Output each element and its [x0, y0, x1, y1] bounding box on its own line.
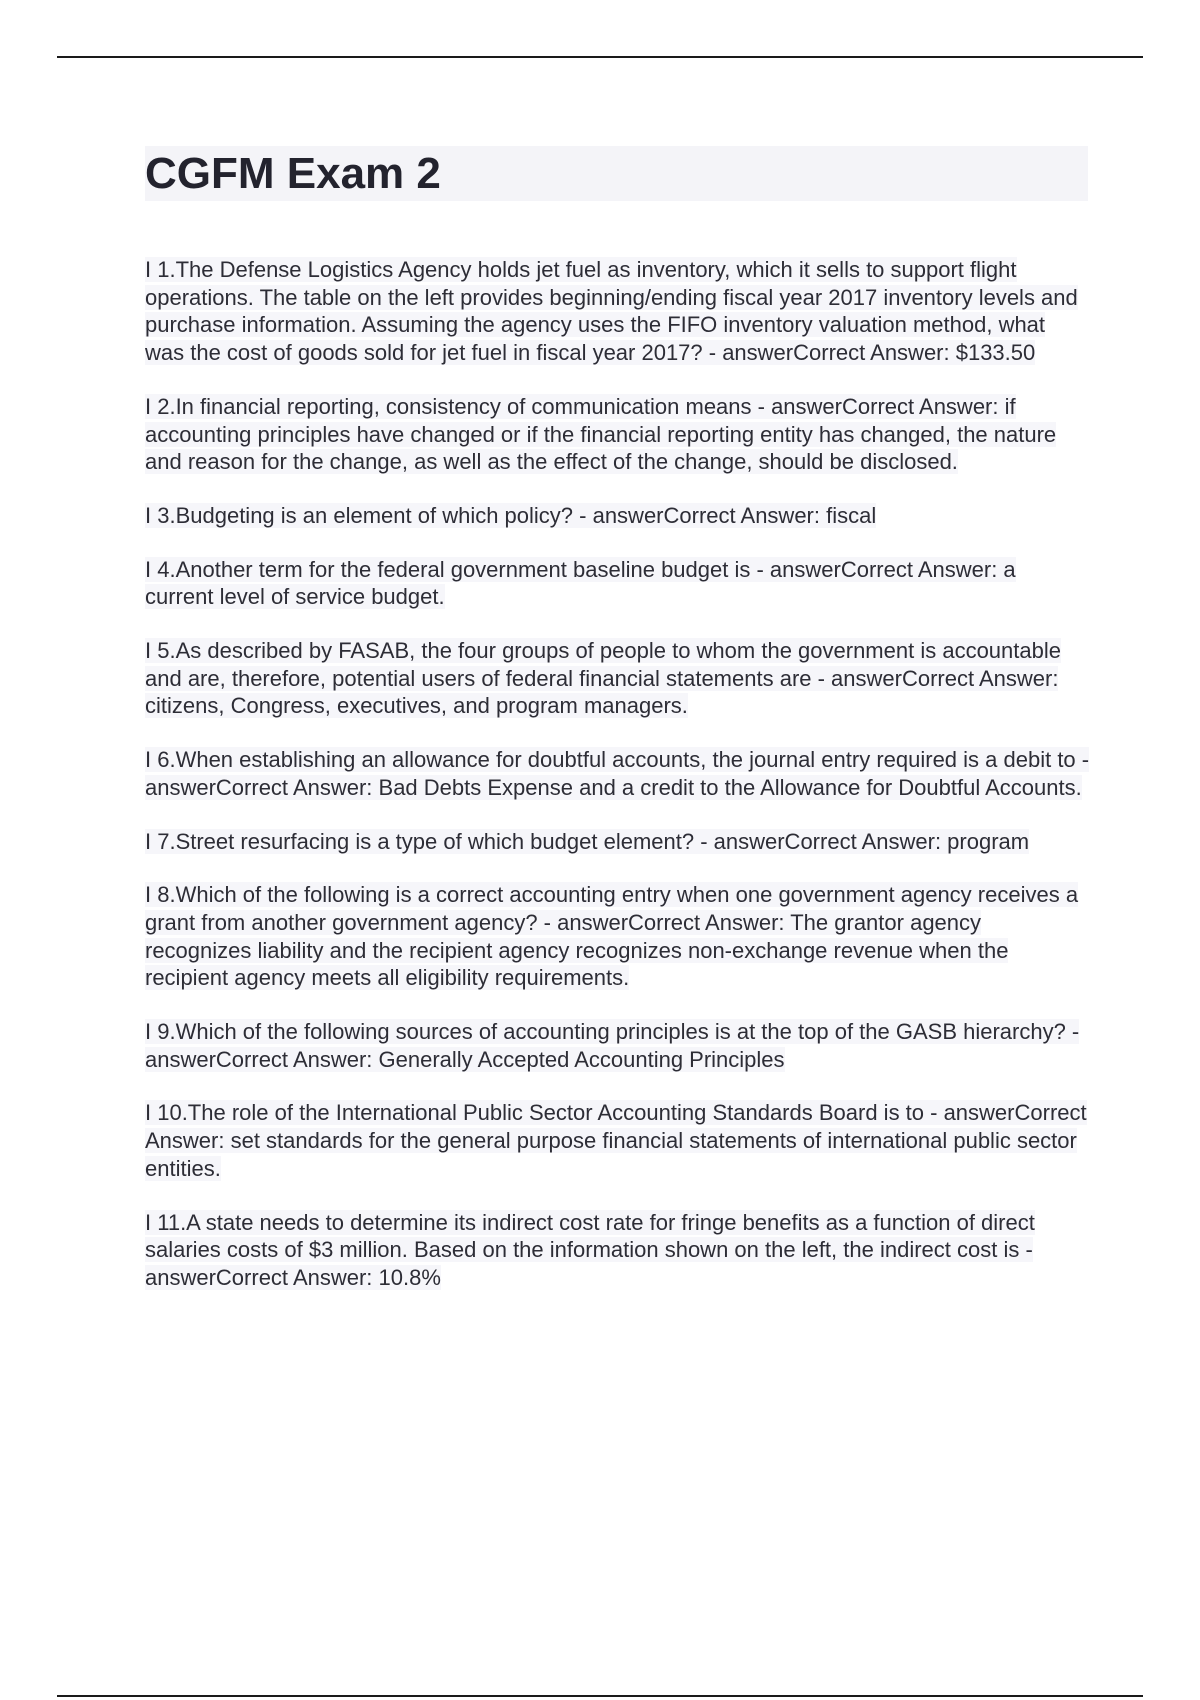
- question-text: I 2.In financial reporting, consistency of communication means - answerCorrect Answer: if accounting principles have changed or if the financial reporting entity has changed, the nature and reason for the change, as well as the effect of the change, should be disclosed.: [145, 393, 1057, 475]
- top-rule: [57, 56, 1143, 58]
- bottom-rule: [57, 1695, 1143, 1697]
- question-text: I 10.The role of the International Public Sector Accounting Standards Board is to - answerCorrect Answer: set standards for the general purpose financial statements of international public sector entities.: [145, 1100, 1087, 1181]
- question-text: I 6.When establishing an allowance for doubtful accounts, the journal entry required is a debit to - answerCorrect Answer: Bad Debts Expense and a credit to the Allowance for Doubtful Accounts.: [145, 747, 1090, 800]
- question-item-4: [145, 556, 1090, 611]
- question-item-7: [145, 828, 1090, 856]
- question-item-8: [145, 881, 1090, 992]
- question-item-5: [145, 637, 1090, 720]
- question-item-2: [145, 393, 1090, 476]
- question-text: I 7.Street resurfacing is a type of which budget element? - answerCorrect Answer: program: [145, 828, 1030, 854]
- question-item-6: [145, 746, 1090, 801]
- question-item-11: [145, 1209, 1090, 1292]
- page-title: CGFM Exam 2: [145, 149, 441, 198]
- question-text: I 5.As described by FASAB, the four groups of people to whom the government is accountable and are, therefore, potential users of federal financial statements are - answerCorrect Answer: citizens, Congress, executives, and program managers.: [145, 638, 1061, 719]
- question-item-3: [145, 502, 1090, 530]
- question-item-10: [145, 1099, 1090, 1182]
- question-text: I 9.Which of the following sources of accounting principles is at the top of the GASB hierarchy? - answerCorrect Answer: Generally Accepted Accounting Principles: [145, 1019, 1080, 1072]
- question-text: I 1.The Defense Logistics Agency holds jet fuel as inventory, which it sells to support flight operations. The table on the left provides beginning/ending fiscal year 2017 inventory levels and purchase information. Assuming the agency uses the FIFO inventory valuation method, what was the cost of goods sold for jet fuel in fiscal year 2017? - answerCorrect Answer: $133.50: [145, 257, 1078, 366]
- title-block: [145, 146, 1088, 201]
- question-list: [145, 256, 1090, 1318]
- question-text: I 4.Another term for the federal government baseline budget is - answerCorrect Answer: a current level of service budget.: [145, 556, 1016, 610]
- question-text: I 8.Which of the following is a correct accounting entry when one government agency receives a grant from another government agency? - answerCorrect Answer: The grantor agency recognizes liability and the recipient agency recognizes non-exchange revenue when the recipient agency meets all eligibility requirements.: [145, 882, 1079, 991]
- question-text: I 11.A state needs to determine its indirect cost rate for fringe benefits as a function of direct salaries costs of $3 million. Based on the information shown on the left, the indirect cost is - answerCorrect Answer: 10.8%: [145, 1209, 1035, 1290]
- question-text: I 3.Budgeting is an element of which policy? - answerCorrect Answer: fiscal: [145, 502, 877, 528]
- question-item-9: [145, 1018, 1090, 1073]
- question-item-1: [145, 256, 1090, 367]
